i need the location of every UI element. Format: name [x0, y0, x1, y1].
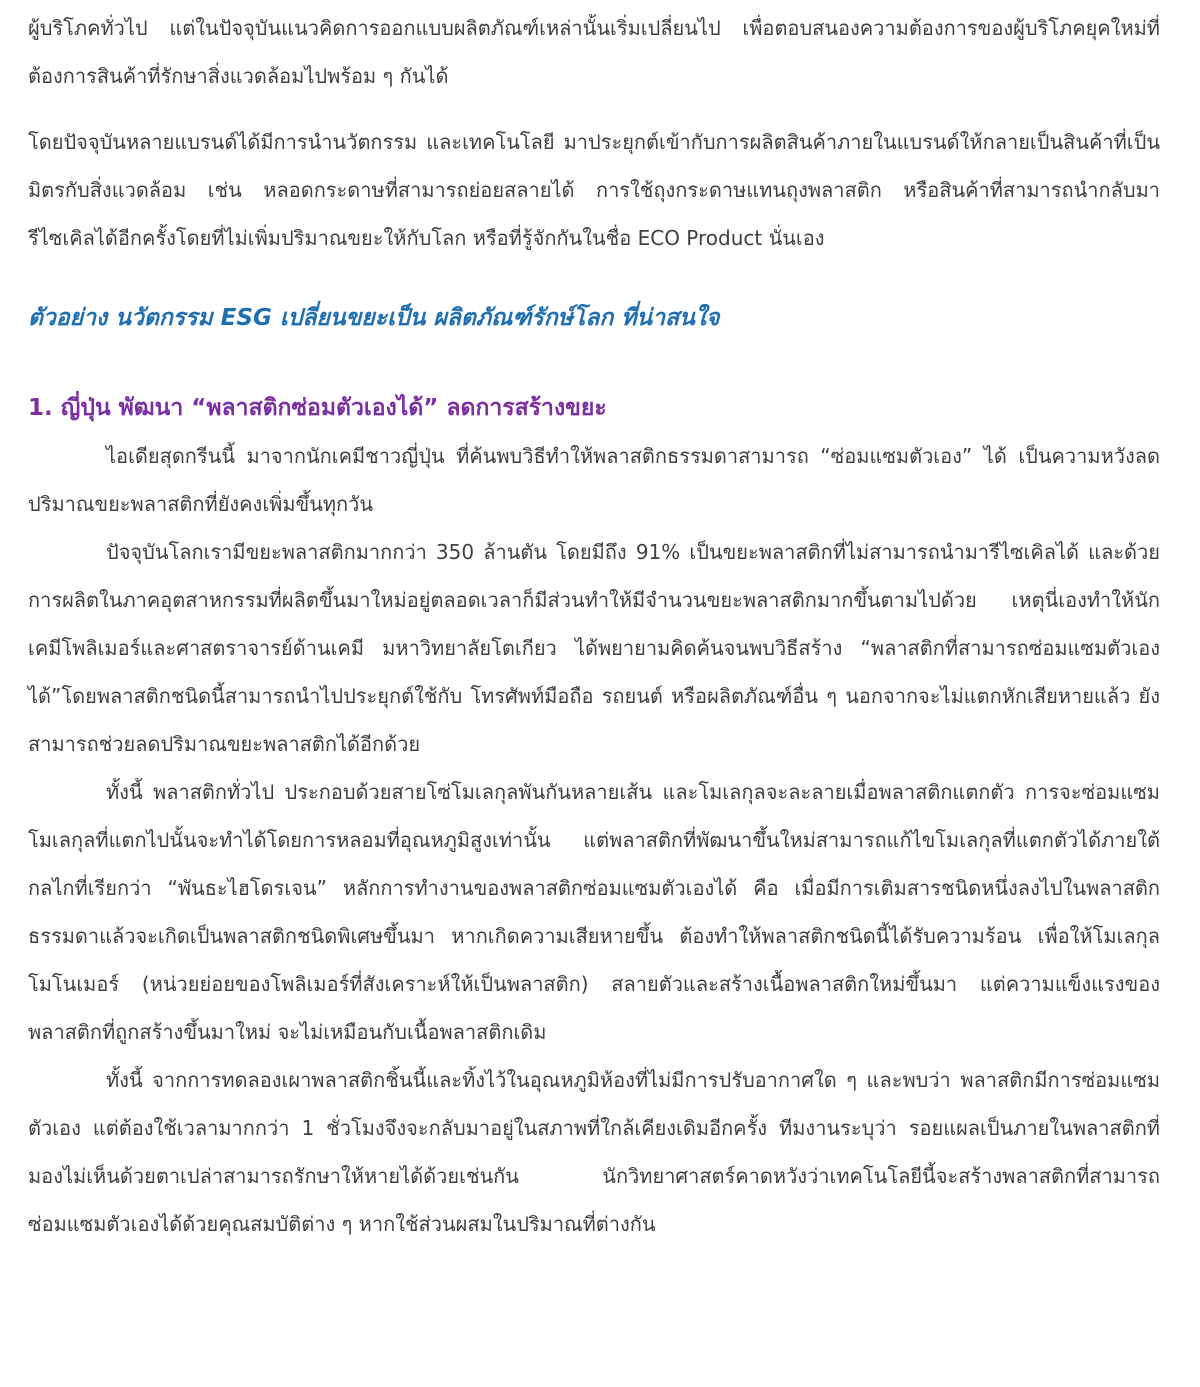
article-page [0, 4, 1200, 1387]
item-1-paragraph-3: ทั้งนี้ พลาสติกทั่วไป ประกอบด้วยสายโซ่โมเลกุลพันกันหลายเส้น และโมเลกุลจะละลายเมื่อพลาสติกแตกตัว การจะซ่อมแซมโมเลกุลที่แตกไปนั้นจะทำได้โดยการหลอมที่อุณหภูมิสูงเท่านั้น แต่พลาสติกที่พัฒนาขึ้นใหม่สามารถแก้ไขโมเลกุลที่แตกตัวได้ภายใต้กลไกที่เรียกว่า “พันธะไฮโดรเจน” หลักการทำงานของพลาสติกซ่อมแซมตัวเองได้ คือ เมื่อมีการเติมสารชนิดหนึ่งลงไปในพลาสติกธรรมดาแล้วจะเกิดเป็นพลาสติกชนิดพิเศษขึ้นมา หากเกิดความเสียหายขึ้น ต้องทำให้พลาสติกชนิดนี้ได้รับความร้อน เพื่อให้โมเลกุลโมโนเมอร์ (หน่วยย่อยของโพลิเมอร์ที่สังเคราะห์ให้เป็นพลาสติก) สลายตัวและสร้างเนื้อพลาสติกใหม่ขึ้นมา แต่ความแข็งแรงของพลาสติกที่ถูกสร้างขึ้นมาใหม่ จะไม่เหมือนกับเนื้อพลาสติกเดิม [28, 780, 1160, 1044]
intro-paragraph-1: ผู้บริโภคทั่วไป แต่ในปัจจุบันแนวคิดการออกแบบผลิตภัณฑ์เหล่านั้นเริ่มเปลี่ยนไป เพื่อตอบสนองความต้องการของผู้บริโภคยุคใหม่ที่ต้องการสินค้าที่รักษาสิ่งแวดล้อมไปพร้อม ๆ กันได้ [28, 16, 1160, 88]
item-1-paragraph-1: ไอเดียสุดกรีนนี้ มาจากนักเคมีชาวญี่ปุ่น ที่ค้นพบวิธีทำให้พลาสติกธรรมดาสามารถ “ซ่อมแซมตัวเอง” ได้ เป็นความหวังลดปริมาณขยะพลาสติกที่ยังคงเพิ่มขึ้นทุกวัน [28, 444, 1160, 516]
item-1-title: 1. ญี่ปุ่น พัฒนา “พลาสติกซ่อมตัวเองได้” ลดการสร้างขยะ [28, 395, 607, 421]
item-1-paragraph-4: ทั้งนี้ จากการทดลองเผาพลาสติกชิ้นนี้และทิ้งไว้ในอุณหภูมิห้องที่ไม่มีการปรับอากาศใด ๆ และพบว่า พลาสติกมีการซ่อมแซมตัวเอง แต่ต้องใช้เวลามากกว่า 1 ชั่วโมงจึงจะกลับมาอยู่ในสภาพที่ใกล้เคียงเดิมอีกครั้ง ทีมงานระบุว่า รอยแผลเป็นภายในพลาสติกที่มองไม่เห็นด้วยตาเปล่าสามารถรักษาให้หายได้ด้วยเช่นกัน นักวิทยาศาสตร์คาดหวังว่าเทคโนโลยีนี้จะสร้างพลาสติกที่สามารถซ่อมแซมตัวเองได้ด้วยคุณสมบัติต่าง ๆ หากใช้ส่วนผสมในปริมาณที่ต่างกัน [28, 1068, 1160, 1236]
item-1-paragraph-2: ปัจจุบันโลกเรามีขยะพลาสติกมากกว่า 350 ล้านตัน โดยมีถึง 91% เป็นขยะพลาสติกที่ไม่สามารถนำมารีไซเคิลได้ และด้วยการผลิตในภาคอุตสาหกรรมที่ผลิตขึ้นมาใหม่อยู่ตลอดเวลาก็มีส่วนทำให้มีจำนวนขยะพลาสติกมากขึ้นตามไปด้วย เหตุนี่เองทำให้นักเคมีโพลิเมอร์และศาสตราจารย์ด้านเคมี มหาวิทยาลัยโตเกียว ได้พยายามคิดค้นจนพบวิธีสร้าง “พลาสติกที่สามารถซ่อมแซมตัวเองได้”โดยพลาสติกชนิดนี้สามารถนำไปประยุกต์ใช้กับ โทรศัพท์มือถือ รถยนต์ หรือผลิตภัณฑ์อื่น ๆ นอกจากจะไม่แตกหักเสียหายแล้ว ยังสามารถช่วยลดปริมาณขยะพลาสติกได้อีกด้วย [28, 540, 1160, 756]
section-title: ตัวอย่าง นวัตกรรม ESG เปลี่ยนขยะเป็น ผลิตภัณฑ์รักษ์โลก ที่น่าสนใจ [28, 305, 720, 331]
intro-paragraph-2: โดยปัจจุบันหลายแบรนด์ได้มีการนำนวัตกรรม และเทคโนโลยี มาประยุกต์เข้ากับการผลิตสินค้าภายในแบรนด์ให้กลายเป็นสินค้าที่เป็นมิตรกับสิ่งแวดล้อม เช่น หลอดกระดาษที่สามารถย่อยสลายได้ การใช้ถุงกระดาษแทนถุงพลาสติก หรือสินค้าที่สามารถนำกลับมารีไซเคิลได้อีกครั้งโดยที่ไม่เพิ่มปริมาณขยะให้กับโลก หรือที่รู้จักกันในชื่อ ECO Product นั่นเอง [28, 130, 1160, 250]
